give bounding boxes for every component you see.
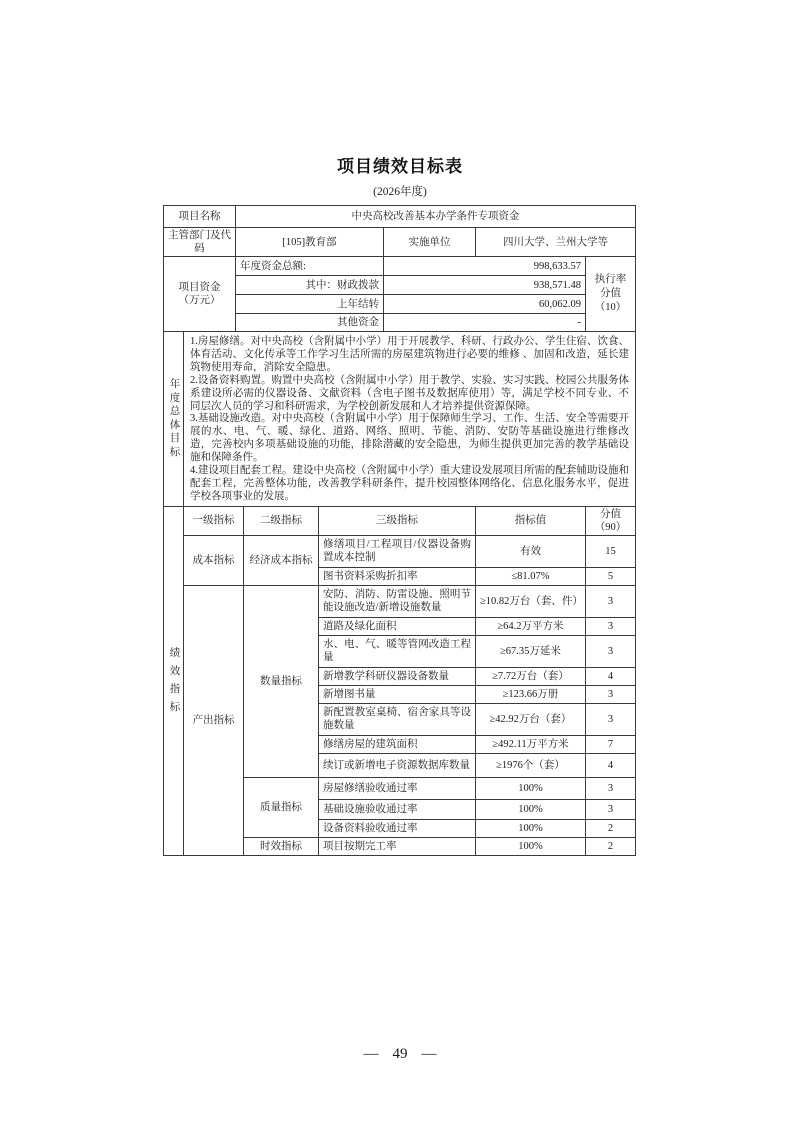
exec-line3: （10）	[594, 302, 627, 313]
goal-item: 3.基础设施改造。对中央高校（含附属中小学）用于保障师生学习、工作、生活、安全等需要开展的水、电、气、暖、绿化、道路、网络、照明、节能、消防、安防等基础设施进行维修改造，完善校内多项基础设施的功能，排除潜藏的安全隐患，为师生提供更加完善的教学基础设施和保障条件。	[190, 413, 629, 464]
header-score	[586, 506, 636, 535]
header-score-line2: （90）	[594, 521, 627, 533]
indicator-l3: 修缮项目/工程项目/仪器设备购置成本控制	[319, 535, 476, 567]
goal-item: 1.房屋修缮。对中央高校（含附属中小学）用于开展教学、科研、行政办公、学生住宿、饮食、体育活动、文化传承等工作学习生活所需的房屋建筑物进行必要的维修 、加固和改造，延长建筑物使用寿命，消除安全隐患。	[190, 336, 629, 373]
table-row	[164, 257, 636, 276]
goal-item: 2.设备资料购置。购置中央高校（含附属中小学）用于教学、实验、实习实践、校园公共服务体系建设所必需的仪器设备、文献资料（含电子图书及数据库使用）等，满足学校不同专业、不同层次人员的学习和科研需求，为学校创新发展和人才培养提供资源保障。	[190, 374, 629, 412]
header-l3: 三级指标	[319, 506, 476, 535]
indicator-value: 100%	[476, 837, 586, 855]
indicator-l3: 新增图书量	[319, 685, 476, 703]
l2-economic: 经济成本指标	[244, 535, 319, 585]
project-name-label: 项目名称	[164, 206, 236, 228]
indicator-value: ≥10.82万台（套、件）	[476, 585, 586, 617]
annual-goal-label	[164, 332, 184, 507]
indicator-score: 2	[586, 837, 636, 855]
impl-label: 实施单位	[384, 228, 476, 257]
indicator-l3: 水、电、气、暖等管网改造工程量	[319, 635, 476, 667]
funds-row-value: -	[384, 314, 586, 332]
table-row	[164, 332, 636, 507]
indicator-value: 100%	[476, 777, 586, 799]
funds-table	[163, 256, 636, 332]
funds-label-line1: 项目资金	[178, 282, 221, 293]
indicator-value: ≥1976个（套）	[476, 753, 586, 777]
indicator-value: ≥492.11万平方米	[476, 735, 586, 753]
funds-row-label: 年度资金总额:	[236, 257, 384, 276]
header-score-line1: 分值	[600, 508, 621, 520]
page-number-dash-left: —	[363, 1046, 379, 1062]
indicator-l3: 图书资料采购折扣率	[319, 567, 476, 585]
indicator-score: 2	[586, 819, 636, 837]
indicator-l3: 房屋修缮验收通过率	[319, 777, 476, 799]
l1-output: 产出指标	[184, 585, 244, 855]
indicators-header-row	[164, 506, 636, 535]
project-name-value: 中央高校改善基本办学条件专项资金	[236, 206, 636, 228]
funds-row-label: 上年结转	[236, 295, 384, 314]
page-number-dash-right: —	[421, 1046, 437, 1062]
page-number-value: 49	[392, 1046, 408, 1062]
indicators-section-label	[164, 506, 184, 855]
funds-row-value: 998,633.57	[384, 257, 586, 276]
indicator-l3: 道路及绿化面积	[319, 617, 476, 635]
indicator-l3: 项目按期完工率	[319, 837, 476, 855]
page-number	[0, 1046, 800, 1063]
indicator-score: 15	[586, 535, 636, 567]
funds-row-value: 60,062.09	[384, 295, 586, 314]
table-row	[164, 206, 636, 228]
l2-time: 时效指标	[244, 837, 319, 855]
indicator-score: 7	[586, 735, 636, 753]
dept-value: [105]教育部	[236, 228, 384, 257]
indicator-value: ≥42.92万台（套）	[476, 703, 586, 735]
goal-item: 4.建设项目配套工程。建设中央高校（含附属中小学）重大建设发展项目所需的配套辅助设施和配套工程，完善整体功能，改善教学科研条件，提升校园整体网络化、信息化服务水平，促进学校各项事业的发展。	[190, 465, 629, 502]
annual-goal-vertical-text: 年度总体目标	[169, 379, 181, 458]
indicator-l3: 新配置教室桌椅、宿舍家具等设施数量	[319, 703, 476, 735]
exec-rate-cell	[586, 257, 636, 332]
header-l2: 二级指标	[244, 506, 319, 535]
indicator-value: ≥7.72万台（套）	[476, 667, 586, 685]
indicator-score: 3	[586, 703, 636, 735]
exec-line2: 分值	[600, 288, 621, 299]
funds-row-label: 其中：财政拨款	[236, 276, 384, 295]
indicators-table	[163, 506, 636, 856]
indicator-row	[164, 585, 636, 617]
indicator-score: 4	[586, 753, 636, 777]
header-value: 指标值	[476, 506, 586, 535]
impl-value: 四川大学、兰州大学等	[476, 228, 636, 257]
indicator-value: 100%	[476, 799, 586, 819]
indicator-value: 有效	[476, 535, 586, 567]
l2-quantity: 数量指标	[244, 585, 319, 777]
funds-label	[164, 257, 236, 332]
indicator-value: 100%	[476, 819, 586, 837]
indicator-score: 3	[586, 635, 636, 667]
indicator-score: 3	[586, 685, 636, 703]
indicator-l3: 设备资料验收通过率	[319, 819, 476, 837]
annual-goal-text	[184, 332, 636, 507]
indicator-l3: 基础设施验收通过率	[319, 799, 476, 819]
indicator-score: 4	[586, 667, 636, 685]
indicator-score: 5	[586, 567, 636, 585]
funds-row-label: 其他资金	[236, 314, 384, 332]
funds-row-value: 938,571.48	[384, 276, 586, 295]
indicator-l3: 修缮房屋的建筑面积	[319, 735, 476, 753]
l1-cost: 成本指标	[184, 535, 244, 585]
indicator-score: 3	[586, 585, 636, 617]
indicator-row	[164, 535, 636, 567]
info-table	[163, 205, 636, 257]
indicator-value: ≤81.07%	[476, 567, 586, 585]
indicator-l3: 安防、消防、防雷设施、照明节能设施改造/新增设施数量	[319, 585, 476, 617]
header-l1: 一级指标	[184, 506, 244, 535]
annual-goal-table	[163, 331, 636, 507]
dept-label: 主管部门及代码	[164, 228, 236, 257]
doc-subtitle: (2026年度)	[373, 186, 427, 198]
indicators-vertical-text: 绩效指标	[169, 647, 181, 713]
indicator-value: ≥67.35万延米	[476, 635, 586, 667]
indicator-score: 3	[586, 799, 636, 819]
indicator-score: 3	[586, 777, 636, 799]
exec-line1: 执行率	[594, 274, 627, 285]
funds-label-line2: （万元）	[178, 295, 221, 306]
indicator-l3: 续订或新增电子资源数据库数量	[319, 753, 476, 777]
table-row	[164, 228, 636, 257]
l2-quality: 质量指标	[244, 777, 319, 837]
doc-title: 项目绩效目标表	[337, 157, 463, 176]
indicator-l3: 新增教学科研仪器设备数量	[319, 667, 476, 685]
indicator-value: ≥123.66万册	[476, 685, 586, 703]
performance-table	[163, 205, 636, 856]
indicator-value: ≥64.2万平方米	[476, 617, 586, 635]
indicator-score: 3	[586, 617, 636, 635]
